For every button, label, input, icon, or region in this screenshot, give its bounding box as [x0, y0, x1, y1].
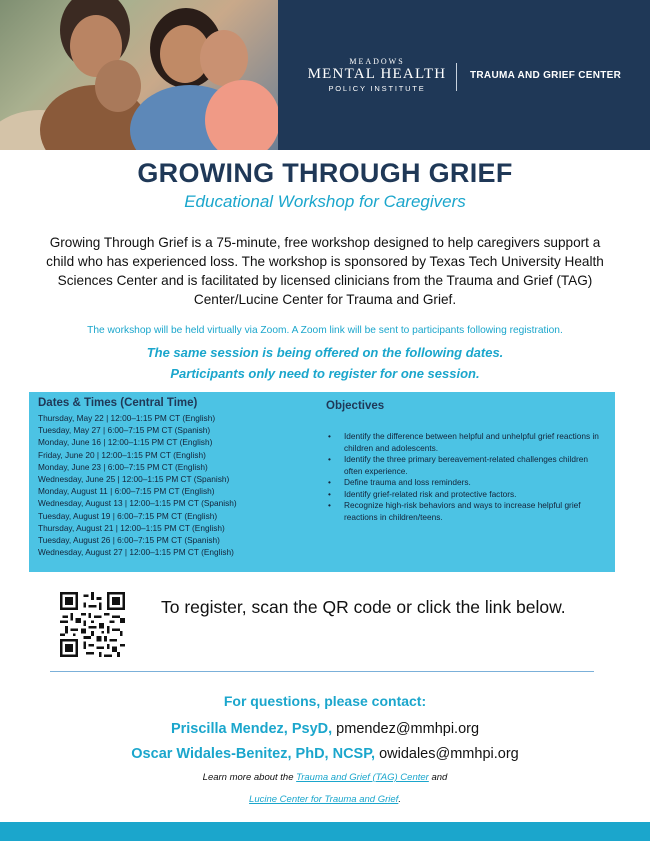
date-item: Tuesday, August 26 | 6:00–7:15 PM CT (Spanish)	[38, 535, 220, 546]
learn-more-middle: and	[431, 772, 448, 783]
intro-paragraph: Growing Through Grief is a 75-minute, free workshop designed to help caregivers support a child who has experienced loss. The workshop is sponsored by Texas Tech University Health Sciences Center and is facilitated by licensed clinicians from the Trauma and Grief (TAG) Center/Lucine Center for Trauma and Grief.	[46, 235, 604, 307]
objective-item: • Identify the difference between helpful and unhelpful grief reactions in children and adolescents.	[326, 431, 608, 454]
register-instruction: To register, scan the QR code or click the link below.	[161, 597, 566, 617]
date-item: Monday, August 11 | 6:00–7:15 PM CT (English)	[38, 486, 215, 497]
dates-heading: Dates & Times (Central Time)	[38, 397, 198, 409]
learn-more-prefix: Learn more about the	[202, 772, 294, 783]
logo-sub-text: POLICY INSTITUTE	[328, 84, 426, 93]
date-item: Monday, June 23 | 6:00–7:15 PM CT (English)	[38, 461, 208, 472]
learn-more-line-2	[0, 794, 650, 805]
date-item: Friday, June 20 | 12:00–1:15 PM CT (English)	[38, 449, 206, 460]
emphasis-line-2: Participants only need to register for one session.	[170, 366, 480, 381]
date-item: Wednesday, June 25 | 12:00–1:15 PM CT (Spanish)	[38, 474, 230, 485]
emphasis-line-1: The same session is being offered on the following dates.	[146, 345, 504, 360]
mmhpi-logo	[304, 57, 450, 93]
logo-divider	[456, 63, 457, 91]
logo-top-text: MEADOWS	[349, 57, 405, 66]
contact-email[interactable]: pmendez@mmhpi.org	[336, 721, 480, 737]
contact-line-2	[0, 746, 650, 762]
page-title: GROWING THROUGH GRIEF	[137, 158, 513, 188]
info-box	[29, 392, 615, 572]
date-item: Wednesday, August 27 | 12:00–1:15 PM CT (English)	[38, 547, 234, 558]
dates-column	[38, 397, 323, 558]
contact-name: Priscilla Mendez, PsyD,	[170, 721, 333, 737]
date-item: Wednesday, August 13 | 12:00–1:15 PM CT (Spanish)	[38, 498, 237, 509]
objective-item: • Recognize high-risk behaviors and ways to increase helpful grief reactions in children/teens.	[326, 500, 608, 523]
objective-item: • Identify grief-related risk and protective factors.	[326, 489, 608, 501]
objectives-list	[326, 431, 608, 523]
objectives-heading: Objectives	[326, 400, 385, 412]
date-item: Tuesday, August 19 | 6:00–7:15 PM CT (English)	[38, 510, 218, 521]
footer-bar	[0, 822, 650, 841]
qr-code[interactable]	[60, 592, 125, 657]
contact-email[interactable]: owidales@mmhpi.org	[379, 746, 519, 762]
objective-item: • Define trauma and loss reminders.	[326, 477, 608, 489]
objective-item: • Identify the three primary bereavement-related challenges children often experience.	[326, 454, 608, 477]
lucine-center-link[interactable]: Lucine Center for Trauma and Grief	[249, 794, 399, 805]
family-photo	[0, 0, 278, 150]
date-item: Tuesday, May 27 | 6:00–7:15 PM CT (Spanish)	[38, 425, 211, 436]
header-hero	[0, 0, 650, 150]
section-divider	[50, 671, 594, 672]
objectives-column	[326, 400, 608, 523]
date-item: Thursday, May 22 | 12:00–1:15 PM CT (English)	[38, 413, 216, 423]
contact-heading: For questions, please contact:	[223, 693, 427, 709]
header-banner	[278, 0, 650, 150]
page-subtitle: Educational Workshop for Caregivers	[184, 192, 466, 211]
logo-main-text: MENTAL HEALTH	[307, 66, 447, 82]
contact-line-1	[0, 721, 650, 737]
learn-more-line-1	[0, 772, 650, 783]
zoom-note: The workshop will be held virtually via Zoom. A Zoom link will be sent to participants following registration.	[87, 325, 563, 336]
contact-name: Oscar Widales-Benitez, PhD, NCSP,	[131, 746, 376, 762]
date-item: Thursday, August 21 | 12:00–1:15 PM CT (English)	[38, 522, 225, 533]
center-name: TRAUMA AND GRIEF CENTER	[470, 70, 622, 81]
tag-center-link[interactable]: Trauma and Grief (TAG) Center	[296, 772, 429, 783]
date-item: Monday, June 16 | 12:00–1:15 PM CT (English)	[38, 437, 213, 448]
learn-more-suffix: .	[398, 794, 401, 805]
